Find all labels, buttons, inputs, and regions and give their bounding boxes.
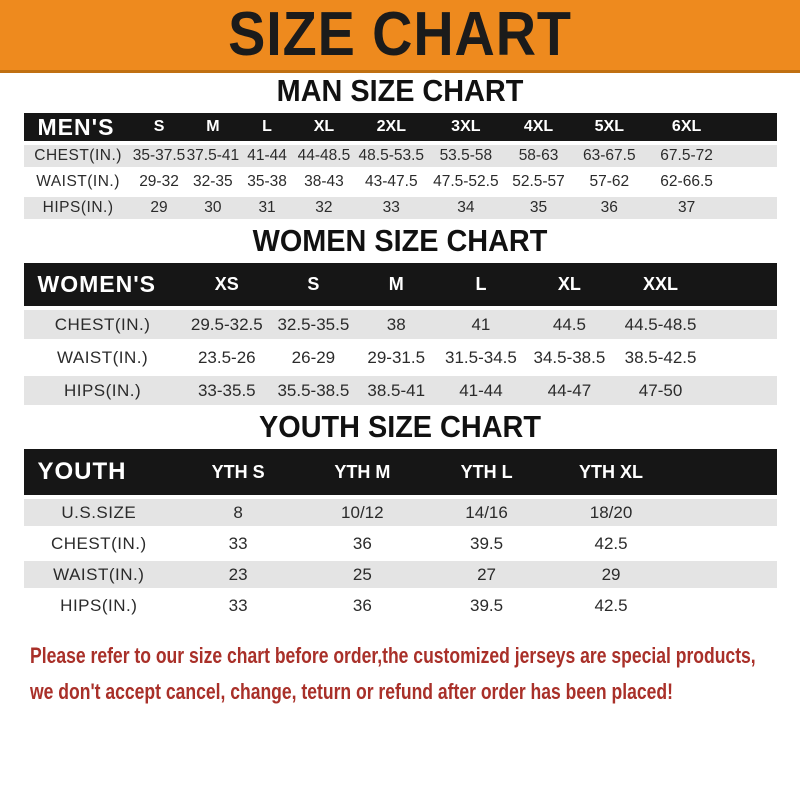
cell-value: 48.5-53.5	[354, 145, 429, 167]
row-label: WAIST(IN.)	[24, 343, 182, 372]
cell-value: 33	[354, 197, 429, 219]
cell-value: 35-38	[240, 171, 293, 193]
cell-value: 37.5-41	[185, 145, 240, 167]
cell-value: 63-67.5	[574, 145, 645, 167]
table-header-row	[24, 263, 777, 306]
cell-value: 29.5-32.5	[182, 310, 272, 339]
cell-value: 31	[240, 197, 293, 219]
cell-value: 30	[185, 197, 240, 219]
cell-value: 38.5-42.5	[615, 343, 777, 372]
cell-value: 36	[574, 197, 645, 219]
cell-value: 41-44	[438, 376, 525, 405]
row-label: WAIST(IN.)	[24, 561, 175, 588]
table-row	[24, 592, 777, 619]
cell-value: 43-47.5	[354, 171, 429, 193]
cell-value: 47-50	[615, 376, 777, 405]
man-size-chart-heading: MAN SIZE CHART	[276, 73, 524, 108]
cell-value: 23.5-26	[182, 343, 272, 372]
row-label: CHEST(IN.)	[24, 145, 133, 167]
row-label: CHEST(IN.)	[24, 530, 175, 557]
cell-value: 38.5-41	[355, 376, 438, 405]
column-header: 3XL	[429, 113, 504, 141]
men-size-table	[24, 109, 777, 223]
disclaimer-line-2: we don't accept cancel, change, teturn or refund after order has been placed!	[30, 679, 673, 704]
column-header: M	[185, 113, 240, 141]
column-header: XS	[182, 263, 272, 306]
cell-value: 27	[423, 561, 551, 588]
row-label: HIPS(IN.)	[24, 592, 175, 619]
page-title: SIZE CHART	[228, 0, 572, 69]
column-header: 6XL	[645, 113, 777, 141]
column-header: YTH XL	[551, 449, 777, 495]
cell-value: 44-47	[524, 376, 614, 405]
table-row	[24, 343, 777, 372]
column-header: YTH S	[174, 449, 302, 495]
youth-size-chart-heading: YOUTH SIZE CHART	[259, 409, 541, 444]
cell-value: 29	[551, 561, 777, 588]
size-chart-banner	[0, 0, 800, 73]
cell-value: 18/20	[551, 499, 777, 526]
column-header: 4XL	[503, 113, 574, 141]
column-header: S	[272, 263, 355, 306]
disclaimer-line-1: Please refer to our size chart before order,the customized jerseys are special products,	[30, 643, 756, 668]
cell-value: 41	[438, 310, 525, 339]
cell-value: 44-48.5	[294, 145, 354, 167]
cell-value: 35.5-38.5	[272, 376, 355, 405]
column-header: XL	[524, 263, 614, 306]
table-header-row	[24, 113, 777, 141]
column-header: 5XL	[574, 113, 645, 141]
cell-value: 35	[503, 197, 574, 219]
cell-value: 42.5	[551, 592, 777, 619]
table-corner-label: YOUTH	[24, 449, 175, 495]
cell-value: 47.5-52.5	[429, 171, 504, 193]
column-header: YTH L	[423, 449, 551, 495]
table-row	[24, 530, 777, 557]
cell-value: 23	[174, 561, 302, 588]
cell-value: 34.5-38.5	[524, 343, 614, 372]
cell-value: 39.5	[423, 530, 551, 557]
column-header: YTH M	[302, 449, 422, 495]
cell-value: 29-32	[133, 171, 186, 193]
cell-value: 62-66.5	[645, 171, 777, 193]
column-header: XL	[294, 113, 354, 141]
cell-value: 29	[133, 197, 186, 219]
column-header: S	[133, 113, 186, 141]
cell-value: 52.5-57	[503, 171, 574, 193]
cell-value: 32.5-35.5	[272, 310, 355, 339]
cell-value: 32	[294, 197, 354, 219]
cell-value: 39.5	[423, 592, 551, 619]
cell-value: 26-29	[272, 343, 355, 372]
cell-value: 31.5-34.5	[438, 343, 525, 372]
cell-value: 44.5-48.5	[615, 310, 777, 339]
table-row	[24, 561, 777, 588]
cell-value: 36	[302, 530, 422, 557]
table-header-row	[24, 449, 777, 495]
cell-value: 32-35	[185, 171, 240, 193]
cell-value: 38	[355, 310, 438, 339]
cell-value: 58-63	[503, 145, 574, 167]
order-disclaimer	[30, 638, 800, 710]
cell-value: 41-44	[240, 145, 293, 167]
cell-value: 38-43	[294, 171, 354, 193]
table-row	[24, 310, 777, 339]
row-label: CHEST(IN.)	[24, 310, 182, 339]
row-label: HIPS(IN.)	[24, 197, 133, 219]
women-size-table	[24, 259, 777, 409]
cell-value: 44.5	[524, 310, 614, 339]
cell-value: 25	[302, 561, 422, 588]
cell-value: 29-31.5	[355, 343, 438, 372]
cell-value: 67.5-72	[645, 145, 777, 167]
column-header: XXL	[615, 263, 777, 306]
cell-value: 53.5-58	[429, 145, 504, 167]
row-label: HIPS(IN.)	[24, 376, 182, 405]
table-row	[24, 145, 777, 167]
cell-value: 37	[645, 197, 777, 219]
cell-value: 34	[429, 197, 504, 219]
table-corner-label: MEN'S	[24, 113, 133, 141]
cell-value: 36	[302, 592, 422, 619]
column-header: 2XL	[354, 113, 429, 141]
column-header: M	[355, 263, 438, 306]
row-label: U.S.SIZE	[24, 499, 175, 526]
column-header: L	[240, 113, 293, 141]
women-size-chart-heading: WOMEN SIZE CHART	[252, 223, 548, 258]
cell-value: 33	[174, 530, 302, 557]
cell-value: 10/12	[302, 499, 422, 526]
youth-size-table	[24, 445, 777, 623]
cell-value: 33-35.5	[182, 376, 272, 405]
cell-value: 42.5	[551, 530, 777, 557]
cell-value: 35-37.5	[133, 145, 186, 167]
cell-value: 8	[174, 499, 302, 526]
table-corner-label: WOMEN'S	[24, 263, 182, 306]
table-row	[24, 376, 777, 405]
cell-value: 14/16	[423, 499, 551, 526]
table-row	[24, 197, 777, 219]
table-row	[24, 499, 777, 526]
row-label: WAIST(IN.)	[24, 171, 133, 193]
cell-value: 33	[174, 592, 302, 619]
cell-value: 57-62	[574, 171, 645, 193]
table-row	[24, 171, 777, 193]
column-header: L	[438, 263, 525, 306]
